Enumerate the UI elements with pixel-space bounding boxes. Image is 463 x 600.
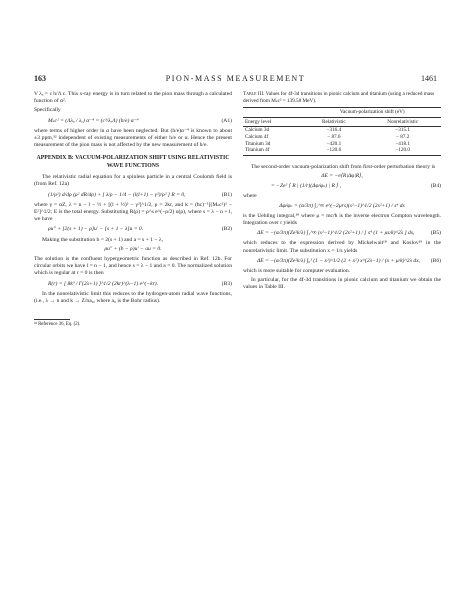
appendix-intro: The relativistic radial equation for a spinless particle in a central Coulomb field is (from Ref. 12a) [34,174,232,188]
equation-b6 [243,258,441,265]
equation-delta-e: ΔE = −e⟨R|Δφ|R⟩, [321,172,363,179]
table-caption [243,91,441,104]
equation-b4-body: = −Ze² ⟨ R | (1/r)(Δφ/φₙ) | R ⟩ , [271,183,342,190]
equation-b3-body: R(r) = [ 8k³ / Γ(2λ+1) ]^1/2 (2kr)^(λ−1) e^(−kr). [48,280,159,287]
equation-b4-number: (B4) [430,183,441,190]
equation-b4 [243,183,441,190]
equation-b2-body: ρu″ + [2(s + 1) − ρ]u′ − [s + 1 − λ]u = 0. [48,226,144,233]
table-row [243,127,441,134]
table-cell-level: Titanium 3d [245,140,271,147]
table-cell-relativistic: −420.1 [326,140,342,147]
equation-b1-number: (B1) [221,191,232,198]
table-corner [243,108,303,118]
table-row [243,147,441,155]
where-text: where [243,193,257,200]
intro-line: V λₐ = c h/Λ c. This x-ray energy is in turn related to the pion mass through a calculated function of α². [34,91,232,105]
table-cell-nonrelativistic: −315.1 [395,127,410,134]
second-order-intro: The second-order vacuum-polarization shift from first-order perturbation theory is [251,163,436,170]
table-header-relativistic: Relativistic [303,117,364,127]
table-caption-text: Values for 4f-3d transitions in pionic calcium and titanium (using a reduced mass derived from Mₛc² = 139.58 MeV). [243,91,435,104]
equation-b5-body: ΔE = −(α/3π)(Ze²k/λ) ∫₁^∞ (s²−1)^1/2 (2s²+1) / [ s⁴ (1 + μs/k)^2λ ] ds, [257,230,415,237]
page-header [34,74,437,86]
equation-b3 [34,281,232,288]
equation-b1 [34,192,232,199]
equation-uehling: Δφ/φₙ = (α/3π) ∫₁^∞ e^(−2μrs)(s²−1)^1/2 (2s²+1) / s⁴ ds [279,202,405,209]
equation-b5 [243,230,441,237]
page-number-right: 1461 [421,74,437,83]
closing-paragraph: In particular, for the 4f-3d transitions in pionic calcium and titanium we obtain the values in Table III. [243,277,441,291]
left-column [34,91,232,328]
table-cell-level: Titanium 4f [243,147,303,155]
equation-b3-number: (B3) [221,280,232,287]
table-cell-level: Calcium 4f [245,133,269,140]
table-row [243,141,441,148]
table-cell-level: Calcium 3d [245,127,270,134]
page-number-left: 163 [34,74,46,83]
footnote-rule [34,319,70,320]
specifically-text: Specifically [34,107,61,114]
equation-a1-body: Mₛc² = (Λλₐ / λₓ) α⁻⁴ = (c³/λₓΛ) (h/e) α⁻⁴ [48,117,139,124]
table-cell-relativistic: − 87.6 [327,133,341,140]
vacuum-polarization-table [243,107,441,156]
paragraph-after-b6: which is more suitable for computer evaluation. [243,267,351,274]
substitution-text: Making the substitution b = 2(s + 1) and a = s + 1 − λ, [42,236,164,243]
paragraph-after-b1: where γ = αZ, λ = n − l − ½ + [(l + ½)² − γ²]^1/2, ρ = 2kr, and k = (ħc)⁻¹[(Mₛc²)² − E²]^1/2; E is the total energy. Substituting R(ρ) = ρ^s e^(−ρ/2) u(ρ), where s = λ − n + l, we have [34,201,232,223]
appendix-b-heading: APPENDIX B: VACUUM-POLARIZATION SHIFT USING RELATIVISTIC WAVE FUNCTIONS [36,155,230,169]
table-header-level: Energy level [243,117,303,127]
paragraph-after-b2: The solution is the confluent hypergeometric function as described in Ref. 12b. For circular orbits we have l = n − 1, and hence s = λ − 1 and a = 0. The normalized solution which is regular at r = 0 is then [34,256,232,277]
paragraph-after-b3: In the nonrelativistic limit this reduces to the hydrogen-atom radial wave functions, (i.e., λ → n and k → Z/na₀, where a₀ is the Bohr radius). [34,290,232,305]
paragraph-after-b5: which reduces to the expression derived by Mickelwait¹⁸ and Koslov¹⁹ in the nonrelativistic limit. The substitution x = 1/s yields [243,240,441,254]
table-span-header: Vacuum-polarization shift (eV) [303,108,441,118]
equation-b1-body: (1/ρ²) d/dρ (ρ² dR/dρ) + [ λ/ρ − 1/4 − (l(l+1) − γ²)/ρ² ] R = 0, [48,191,186,198]
equation-b5-number: (B5) [430,230,441,237]
paragraph-after-uehling: is the Uehling integral,¹⁸ where μ = mc/ħ is the inverse electron Compton wavelength. Integration over r yields [243,212,441,226]
table-header-nonrelativistic: Nonrelativistic [364,117,441,127]
equation-a1-number: (A1) [221,117,232,124]
equation-b2-reduced: ρu″ + (b − ρ)u′ − au = 0. [104,245,162,252]
right-column [243,91,441,294]
table-cell-nonrelativistic: − 87.2 [395,133,410,140]
table-row [243,134,441,141]
footnote: ³² Reference 36, Eq. (2). [34,322,81,328]
equation-b6-number: (B6) [430,257,441,264]
table-cell-nonrelativistic: −418.1 [395,140,410,147]
table-cell-relativistic: −316.4 [326,127,342,134]
paragraph-after-a1: where terms of higher order in α have been neglected. But (h/e)α⁻⁴ is known to about ±3 ppm,³² independent of existing measurements of either h/e or α. Hence the present measurement of the pion mass is not affected by the new measurement of h/e. [34,127,232,149]
equation-b2-number: (B2) [221,226,232,233]
table-label: Table III. [243,91,265,97]
equation-b6-body: ΔE = −(α/3π)(Ze²k/λ) ∫₀¹ (1 − x²)^1/2 (2 + x²) x^(2λ−1) / (x + μ/k)^2λ dx, [257,257,421,264]
table-cell-relativistic: −120.6 [303,147,364,155]
equation-b2 [34,226,232,233]
equation-a1 [34,118,232,125]
table-cell-nonrelativistic: −120.0 [364,147,441,155]
running-head: PION-MASS MEASUREMENT [165,74,306,83]
